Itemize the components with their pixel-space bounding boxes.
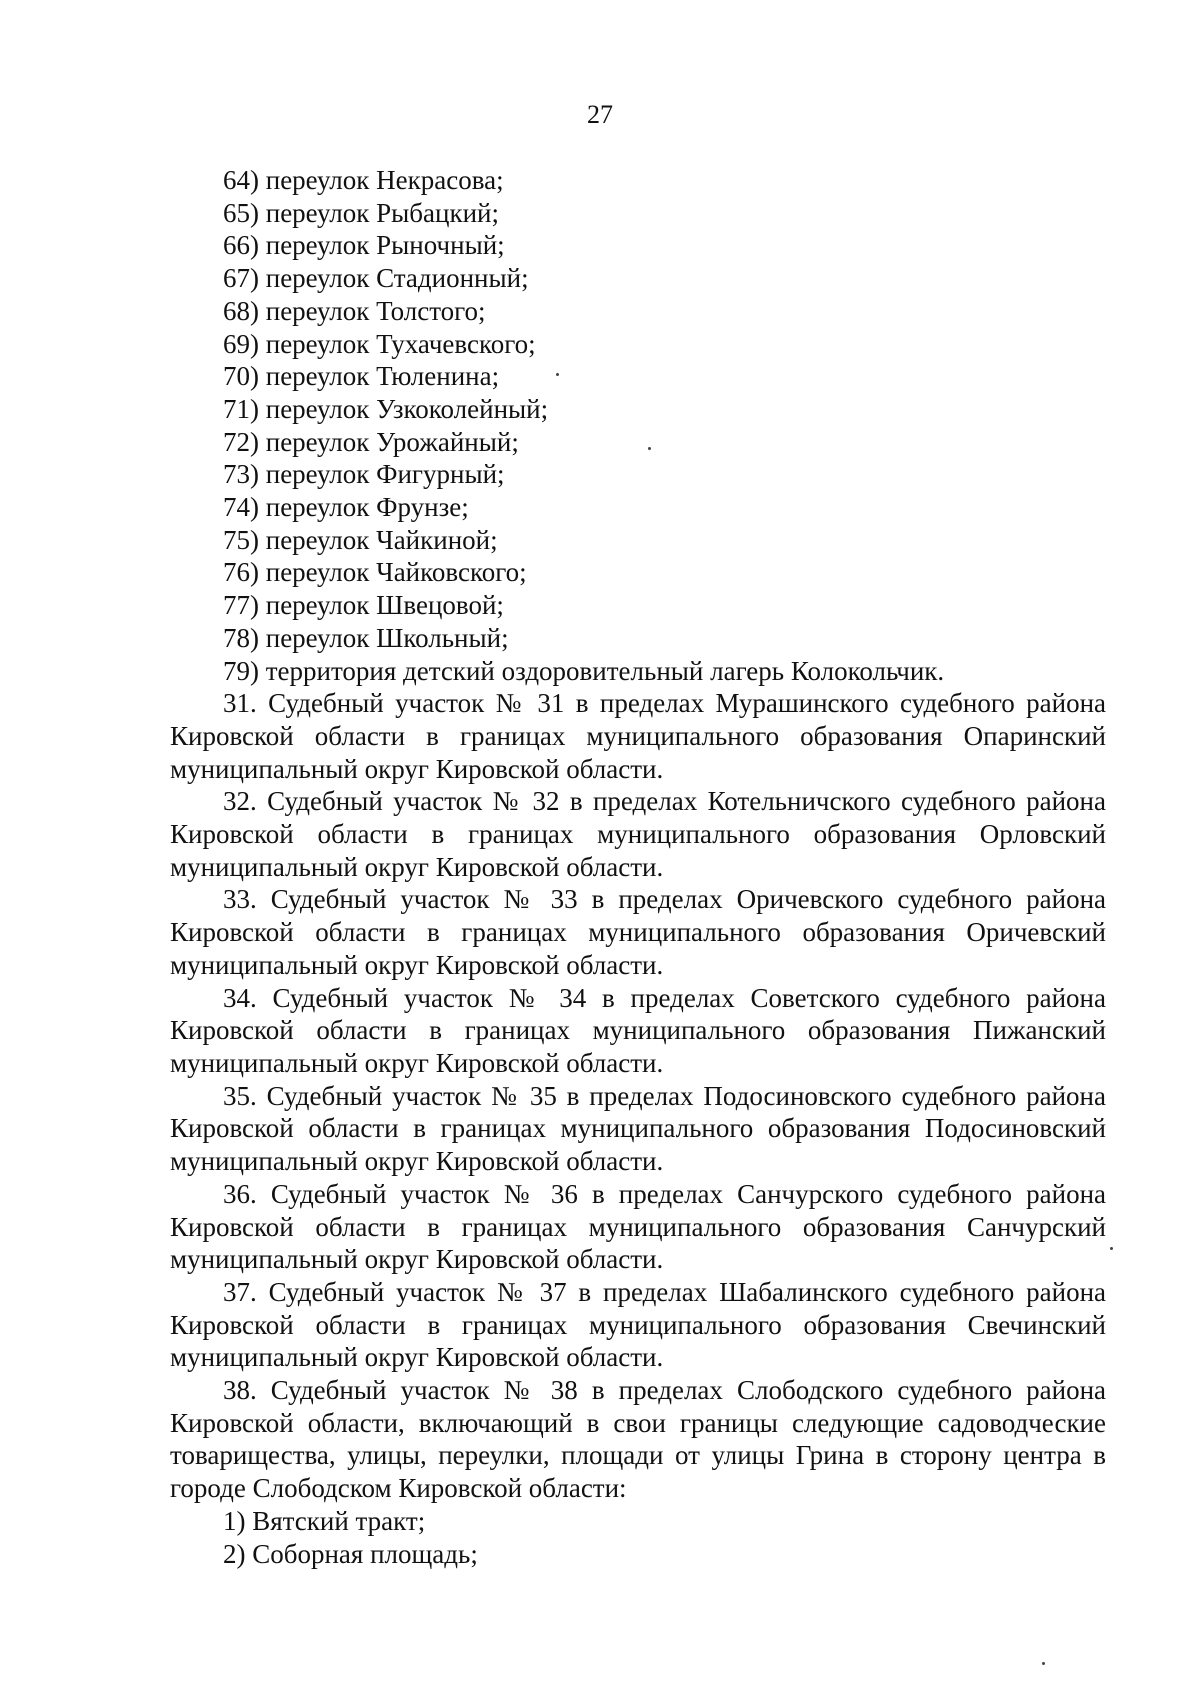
paragraph-36: 36. Судебный участок № 36 в пределах Санчурского судебного района Кировской области в границах муниципального образования Санчурский муниципальный округ Кировской области. [170,1178,1106,1275]
paragraph-33: 33. Судебный участок № 33 в пределах Оричевского судебного района Кировской области в границах муниципального образования Оричевский муниципальный округ Кировской области. [170,884,1106,980]
list-item: 74) переулок Фрунзе; [223,492,469,523]
paragraph-31: 31. Судебный участок № 31 в пределах Мурашинского судебного района Кировской области в границах муниципального образования Опаринский муниципальный округ Кировской области. [170,688,1106,784]
list-item: 79) территория детский оздоровительный лагерь Колокольчик. [223,655,945,686]
list-item: 67) переулок Стадионный; [223,263,529,294]
list-item: 2) Соборная площадь; [223,1538,478,1569]
paragraph-32: 32. Судебный участок № 32 в пределах Котельничского судебного района Кировской области в границах муниципального образования Орловский муниципальный округ Кировской области. [170,786,1106,882]
paragraph-38: 38. Судебный участок № 38 в пределах Слободского судебного района Кировской области, включающий в свои границы следующие садоводческие товарищества, улицы, переулки, площади от улицы Грина в сторону центра в городе Слободском Кировской области: [170,1375,1106,1504]
paragraph-34: 34. Судебный участок № 34 в пределах Советского судебного района Кировской области в границах муниципального образования Пижанский муниципальный округ Кировской области. [170,982,1106,1078]
document-body [170,164,1106,1570]
paragraph-35: 35. Судебный участок № 35 в пределах Подосиновского судебного района Кировской области в границах муниципального образования Подосиновский муниципальный округ Кировской области. [170,1080,1106,1177]
paragraph-37: 37. Судебный участок № 37 в пределах Шабалинского судебного района Кировской области в границах муниципального образования Свечинский муниципальный округ Кировской области. [170,1276,1106,1373]
list-item: 70) переулок Тюленина; [223,361,500,392]
list-item: 65) переулок Рыбацкий; [223,197,499,228]
scan-speck [556,373,559,376]
list-item: 71) переулок Узкоколейный; [223,393,549,424]
list-item: 1) Вятский тракт; [223,1505,426,1536]
list-item: 68) переулок Толстого; [223,295,486,326]
scan-speck [1110,1247,1113,1250]
list-item: 64) переулок Некрасова; [223,165,504,195]
scan-speck [648,447,651,450]
list-item: 66) переулок Рыночный; [223,230,505,261]
page-number: 27 [587,100,613,129]
list-item: 73) переулок Фигурный; [223,459,505,490]
list-item: 76) переулок Чайковского; [223,557,527,588]
list-item: 75) переулок Чайкиной; [223,524,498,555]
list-item: 72) переулок Урожайный; [223,426,519,457]
list-item: 77) переулок Швецовой; [223,590,504,621]
list-item: 78) переулок Школьный; [223,622,509,653]
scan-speck [1042,1662,1045,1665]
list-item: 69) переулок Тухачевского; [223,328,536,359]
